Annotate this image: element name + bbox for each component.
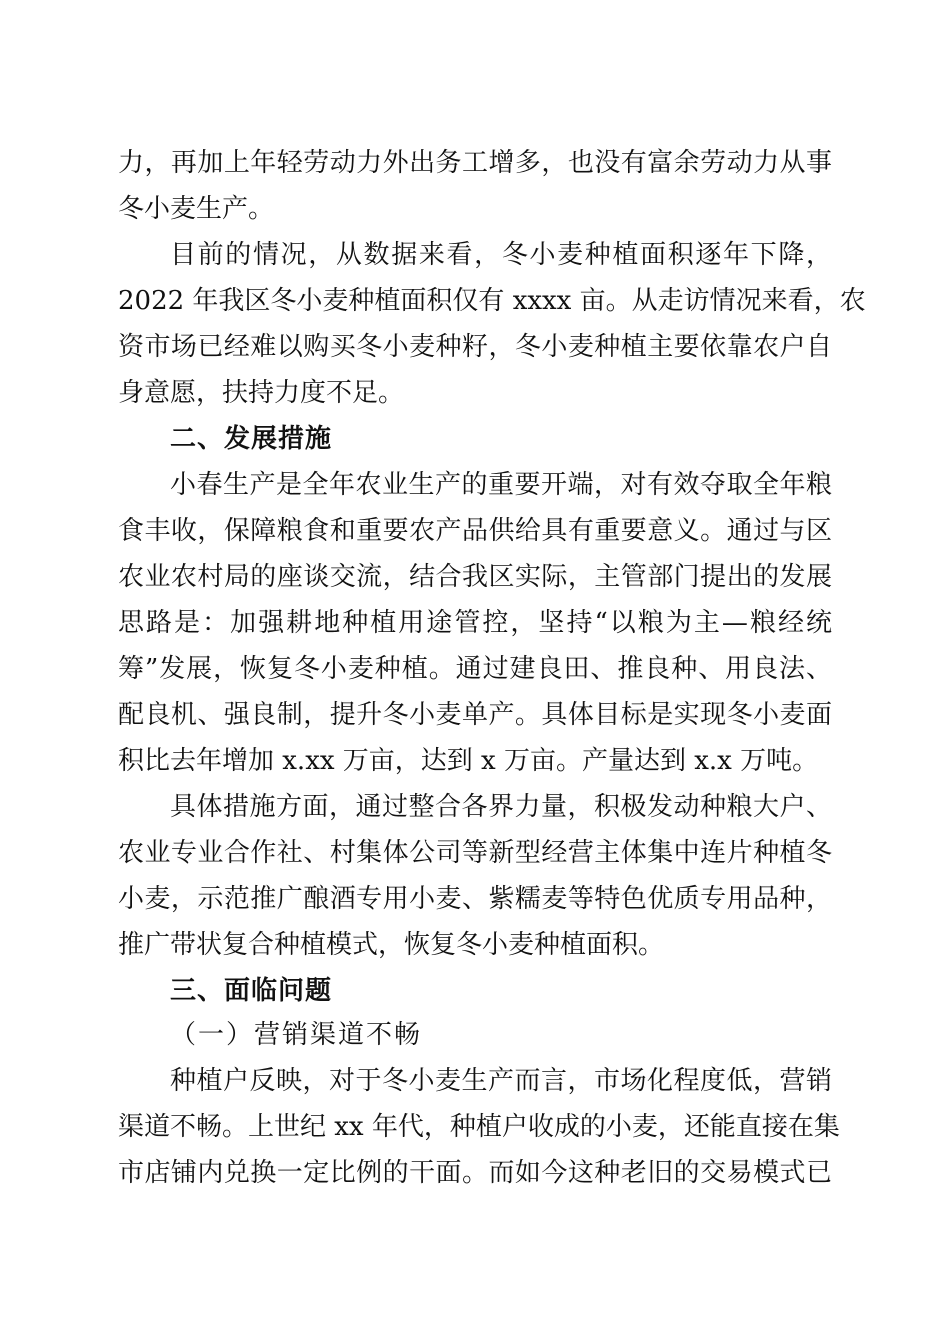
section-heading: 三、面临问题: [170, 976, 333, 1006]
paragraph-line: 力，再加上年轻劳动力外出务工增多，也没有富余劳动力从事: [118, 148, 832, 178]
paragraph-line: 积比去年增加 x.xx 万亩，达到 x 万亩。产量达到 x.x 万吨。: [118, 746, 819, 776]
paragraph-line: 目前的情况，从数据来看，冬小麦种植面积逐年下降，: [170, 240, 832, 270]
paragraph-line: 市店铺内兑换一定比例的干面。而如今这种老旧的交易模式已: [118, 1158, 832, 1188]
paragraph-line: 种植户反映，对于冬小麦生产而言，市场化程度低，营销: [170, 1066, 832, 1096]
paragraph-line: 农业农村局的座谈交流，结合我区实际，主管部门提出的发展: [118, 562, 832, 592]
paragraph-line: 小春生产是全年农业生产的重要开端，对有效夺取全年粮: [170, 470, 832, 500]
paragraph-line: 推广带状复合种植模式，恢复冬小麦种植面积。: [118, 930, 665, 960]
paragraph-line: 小麦，示范推广酿酒专用小麦、紫糯麦等特色优质专用品种，: [118, 884, 832, 914]
paragraph-line: 2022 年我区冬小麦种植面积仅有 xxxx 亩。从走访情况来看，农: [118, 286, 866, 316]
paragraph-line: 渠道不畅。上世纪 xx 年代，种植户收成的小麦，还能直接在集: [118, 1112, 840, 1142]
subsection-heading: （一）营销渠道不畅: [170, 1020, 423, 1050]
section-heading: 二、发展措施: [170, 424, 333, 454]
paragraph-line: 农业专业合作社、村集体公司等新型经营主体集中连片种植冬: [118, 838, 832, 868]
paragraph-line: 资市场已经难以购买冬小麦种籽，冬小麦种植主要依靠农户自: [118, 332, 832, 362]
paragraph-line: 身意愿，扶持力度不足。: [118, 378, 405, 408]
paragraph-line: 具体措施方面，通过整合各界力量，积极发动种粮大户、: [170, 792, 832, 822]
paragraph-line: 食丰收，保障粮食和重要农产品供给具有重要意义。通过与区: [118, 516, 832, 546]
paragraph-line: 配良机、强良制，提升冬小麦单产。具体目标是实现冬小麦面: [118, 700, 832, 730]
paragraph-line: 冬小麦生产。: [118, 194, 275, 224]
paragraph-line: 筹”发展，恢复冬小麦种植。通过建良田、推良种、用良法、: [118, 654, 832, 684]
paragraph-line: 思路是：加强耕地种植用途管控，坚持“以粮为主—粮经统: [118, 608, 832, 638]
